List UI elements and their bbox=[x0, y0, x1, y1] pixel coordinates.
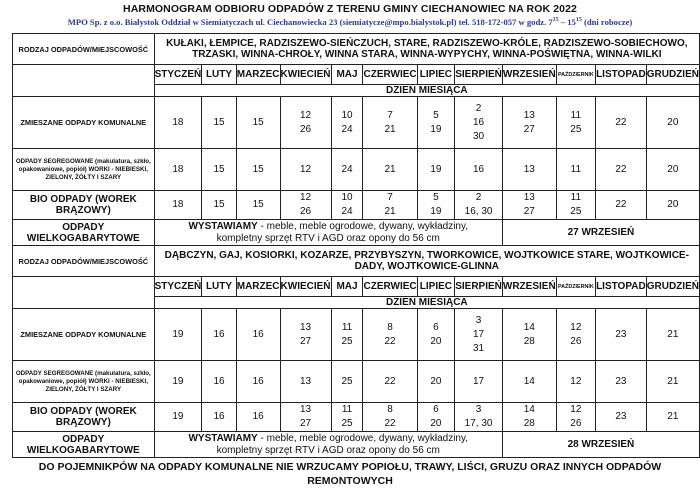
day-cell bbox=[202, 149, 236, 191]
month-header: MAJ bbox=[331, 65, 363, 85]
day-value: 14 bbox=[523, 321, 535, 333]
day-value: 5 bbox=[433, 109, 439, 121]
day-value: 13 bbox=[523, 109, 535, 121]
day-value: 18 bbox=[172, 116, 184, 128]
day-cell bbox=[596, 403, 647, 432]
wystawiamy-label: WYSTAWIAMY bbox=[188, 220, 258, 232]
day-cell bbox=[646, 191, 699, 220]
day-cell bbox=[502, 309, 556, 361]
mixed-waste-row bbox=[13, 97, 700, 149]
day-cell bbox=[236, 403, 280, 432]
day-cell bbox=[556, 149, 595, 191]
day-cell bbox=[417, 361, 455, 403]
day-value: 26 bbox=[570, 335, 582, 347]
day-value: 25 bbox=[341, 335, 353, 347]
day-value: 24 bbox=[341, 163, 353, 175]
bulky-waste-date: 27 WRZESIEŃ bbox=[502, 220, 699, 246]
day-cell bbox=[236, 97, 280, 149]
month-header: KWIECIEŃ bbox=[280, 65, 331, 85]
month-header: LISTOPAD bbox=[596, 65, 647, 85]
day-value: 2 bbox=[475, 102, 482, 114]
day-cell bbox=[154, 361, 202, 403]
day-value: 7 bbox=[387, 192, 393, 203]
day-value: 10 bbox=[341, 109, 353, 121]
day-cell bbox=[331, 191, 363, 220]
day-value: 20 bbox=[667, 199, 679, 210]
day-value: 17 bbox=[472, 375, 485, 387]
day-value: 19 bbox=[430, 123, 442, 135]
schedule-table-2 bbox=[12, 245, 700, 458]
bio-waste-row bbox=[13, 191, 700, 220]
day-value: 25 bbox=[570, 123, 582, 135]
segregated-waste-row-label: ODPADY SEGREGOWANE (makulatura, szkło, opakowaniowe, popiół) WORKI - NIEBIESKI, ZIELONY, ŻÓŁTY I SZARY bbox=[13, 149, 155, 191]
month-header: MARZEC bbox=[236, 65, 280, 85]
day-value: 19 bbox=[172, 411, 184, 422]
day-cell bbox=[417, 191, 455, 220]
day-cell bbox=[280, 191, 331, 220]
day-value: 22 bbox=[384, 418, 396, 429]
bio-waste-row-label: BIO ODPADY (WOREK BRĄZOWY) bbox=[13, 403, 155, 432]
day-value: 27 bbox=[523, 206, 535, 217]
months-row bbox=[13, 277, 700, 297]
day-value: 6 bbox=[433, 321, 439, 333]
day-value: 15 bbox=[213, 199, 225, 210]
day-cell bbox=[502, 149, 556, 191]
day-value: 5 bbox=[433, 192, 439, 203]
day-value: 21 bbox=[667, 375, 679, 387]
bulky-waste-label: ODPADY WIELKOGABARYTOWE bbox=[13, 220, 155, 246]
day-cell bbox=[280, 149, 331, 191]
segregated-waste-row-label: ODPADY SEGREGOWANE (makulatura, szkło, opakowaniowe, popiół) WORKI - NIEBIESKI, ZIELONY, ŻÓŁTY I SZARY bbox=[13, 361, 155, 403]
day-value: 22 bbox=[615, 116, 627, 128]
day-value: 26 bbox=[299, 123, 312, 135]
day-value: 17 bbox=[472, 328, 485, 340]
day-cell bbox=[280, 403, 331, 432]
day-cell bbox=[363, 149, 417, 191]
bulky-waste-description bbox=[154, 432, 502, 458]
mixed-waste-row bbox=[13, 309, 700, 361]
day-value: 25 bbox=[341, 375, 353, 387]
month-header: WRZESIEŃ bbox=[502, 65, 556, 85]
empty-cell bbox=[13, 65, 155, 97]
day-cell bbox=[556, 309, 595, 361]
locations-row bbox=[13, 34, 700, 65]
day-value: 22 bbox=[384, 375, 396, 387]
day-cell bbox=[646, 361, 699, 403]
bulky-waste-date: 28 WRZESIEŃ bbox=[502, 432, 699, 458]
day-value: 20 bbox=[430, 335, 442, 347]
day-cell bbox=[502, 361, 556, 403]
waste-type-header: RODZAJ ODPADÓW/MIEJSCOWOŚĆ bbox=[13, 246, 155, 277]
day-cell bbox=[502, 191, 556, 220]
day-cell bbox=[646, 149, 699, 191]
day-value: 12 bbox=[299, 192, 312, 203]
day-value: 20 bbox=[430, 418, 442, 429]
day-value: 2 bbox=[475, 192, 482, 203]
day-value: 19 bbox=[172, 375, 184, 387]
month-header: STYCZEŃ bbox=[154, 65, 202, 85]
day-value: 20 bbox=[667, 163, 679, 175]
day-cell bbox=[417, 97, 455, 149]
hour-separator: – 15 bbox=[558, 17, 576, 27]
month-header: MARZEC bbox=[236, 277, 280, 297]
empty-cell bbox=[13, 277, 155, 309]
day-value: 23 bbox=[615, 411, 627, 422]
day-value: 21 bbox=[384, 163, 396, 175]
day-value: 27 bbox=[299, 335, 312, 347]
day-value: 25 bbox=[570, 206, 582, 217]
day-value: 21 bbox=[384, 206, 396, 217]
day-value: 16 bbox=[472, 163, 485, 175]
day-cell bbox=[236, 309, 280, 361]
day-cell bbox=[331, 309, 363, 361]
day-cell bbox=[280, 309, 331, 361]
day-value: 15 bbox=[213, 163, 225, 175]
day-value: 24 bbox=[341, 123, 353, 135]
day-value: 16 bbox=[213, 328, 225, 340]
day-value: 11 bbox=[570, 163, 582, 175]
day-value: 22 bbox=[615, 163, 627, 175]
day-value: 15 bbox=[252, 199, 264, 210]
locations-row bbox=[13, 246, 700, 277]
day-value: 30 bbox=[472, 130, 485, 142]
day-value: 7 bbox=[387, 109, 393, 121]
day-cell bbox=[331, 97, 363, 149]
day-value: 16, 30 bbox=[464, 206, 493, 217]
waste-type-header: RODZAJ ODPADÓW/MIEJSCOWOŚĆ bbox=[13, 34, 155, 65]
day-cell bbox=[596, 97, 647, 149]
day-value: 11 bbox=[341, 404, 353, 415]
mixed-waste-row-label: ZMIESZANE ODPADY KOMUNALNE bbox=[13, 309, 155, 361]
month-header: GRUDZIEŃ bbox=[646, 65, 699, 85]
day-cell bbox=[202, 309, 236, 361]
day-cell bbox=[502, 97, 556, 149]
day-cell bbox=[236, 361, 280, 403]
month-header: WRZESIEŃ bbox=[502, 277, 556, 297]
bulky-waste-description bbox=[154, 220, 502, 246]
day-value: 23 bbox=[615, 375, 627, 387]
segregated-waste-row bbox=[13, 149, 700, 191]
day-cell bbox=[154, 309, 202, 361]
day-cell bbox=[363, 361, 417, 403]
day-value: 16 bbox=[252, 375, 264, 387]
bio-waste-row-label: BIO ODPADY (WOREK BRĄZOWY) bbox=[13, 191, 155, 220]
day-of-month-label: DZIEŃ MIESIĄCA bbox=[154, 297, 699, 309]
day-cell bbox=[202, 361, 236, 403]
day-value: 18 bbox=[172, 199, 184, 210]
segregated-waste-row bbox=[13, 361, 700, 403]
day-value: 22 bbox=[615, 199, 627, 210]
day-cell bbox=[363, 191, 417, 220]
day-value: 11 bbox=[341, 321, 353, 333]
day-value: 19 bbox=[172, 328, 184, 340]
day-cell bbox=[455, 361, 503, 403]
day-cell bbox=[154, 97, 202, 149]
hour-start-sup: 15 bbox=[552, 17, 559, 24]
day-cell bbox=[455, 309, 503, 361]
day-value: 21 bbox=[667, 328, 679, 340]
day-cell bbox=[331, 149, 363, 191]
day-cell bbox=[556, 361, 595, 403]
day-cell bbox=[455, 191, 503, 220]
day-cell bbox=[646, 403, 699, 432]
day-cell bbox=[280, 97, 331, 149]
day-cell bbox=[556, 191, 595, 220]
day-value: 18 bbox=[172, 163, 184, 175]
month-header: CZERWIEC bbox=[363, 277, 417, 297]
day-value: 13 bbox=[299, 321, 312, 333]
day-value: 19 bbox=[430, 206, 442, 217]
day-cell bbox=[596, 309, 647, 361]
wystawiamy-label: WYSTAWIAMY bbox=[188, 432, 258, 444]
company-contact bbox=[0, 17, 700, 27]
day-of-month-label: DZIEŃ MIESIĄCA bbox=[154, 85, 699, 97]
day-cell bbox=[646, 97, 699, 149]
month-header: LISTOPAD bbox=[596, 277, 647, 297]
day-cell bbox=[363, 97, 417, 149]
day-value: 3 bbox=[475, 314, 482, 326]
day-value: 12 bbox=[570, 375, 582, 387]
day-value: 26 bbox=[299, 206, 312, 217]
month-header: STYCZEŃ bbox=[154, 277, 202, 297]
day-value: 12 bbox=[570, 321, 582, 333]
day-cell bbox=[556, 403, 595, 432]
day-value: 10 bbox=[341, 192, 353, 203]
month-header: LUTY bbox=[202, 277, 236, 297]
day-cell bbox=[154, 403, 202, 432]
day-cell bbox=[236, 149, 280, 191]
day-cell bbox=[417, 149, 455, 191]
day-cell bbox=[455, 97, 503, 149]
mixed-waste-row-label: ZMIESZANE ODPADY KOMUNALNE bbox=[13, 97, 155, 149]
day-value: 23 bbox=[615, 328, 627, 340]
day-cell bbox=[202, 403, 236, 432]
day-value: 16 bbox=[252, 411, 264, 422]
day-cell bbox=[455, 149, 503, 191]
day-value: 12 bbox=[299, 109, 312, 121]
day-value: 20 bbox=[667, 116, 679, 128]
day-value: 14 bbox=[523, 375, 535, 387]
month-header: GRUDZIEŃ bbox=[646, 277, 699, 297]
month-header: SIERPIEŃ bbox=[455, 277, 503, 297]
day-value: 27 bbox=[299, 418, 312, 429]
day-cell bbox=[202, 97, 236, 149]
day-cell bbox=[236, 191, 280, 220]
locations-list: DĄBCZYN, GAJ, KOSIORKI, KOZARZE, PRZYBYSZYN, TWORKOWICE, WOJTKOWICE STARE, WOJTKOWICE-DADY, WOJTKOWICE-GLINNA bbox=[154, 246, 699, 277]
months-row bbox=[13, 65, 700, 85]
day-value: 8 bbox=[387, 404, 393, 415]
bulky-items-line1: - meble, meble ogrodowe, dywany, wykładziny, bbox=[257, 220, 469, 232]
day-value: 31 bbox=[472, 342, 485, 354]
day-cell bbox=[502, 403, 556, 432]
day-value: 21 bbox=[384, 123, 396, 135]
day-value: 27 bbox=[523, 123, 535, 135]
day-cell bbox=[331, 361, 363, 403]
day-cell bbox=[363, 309, 417, 361]
day-value: 26 bbox=[570, 418, 582, 429]
bulky-waste-row bbox=[13, 220, 700, 246]
day-cell bbox=[417, 403, 455, 432]
month-header: SIERPIEŃ bbox=[455, 65, 503, 85]
day-value: 8 bbox=[387, 321, 393, 333]
month-header: KWIECIEŃ bbox=[280, 277, 331, 297]
day-cell bbox=[154, 191, 202, 220]
day-value: 11 bbox=[570, 192, 582, 203]
month-header: LIPIEC bbox=[417, 65, 455, 85]
day-value: 17, 30 bbox=[464, 418, 493, 429]
month-header: LIPIEC bbox=[417, 277, 455, 297]
day-cell bbox=[331, 403, 363, 432]
bulky-waste-row bbox=[13, 432, 700, 458]
day-cell bbox=[455, 403, 503, 432]
bio-waste-row bbox=[13, 403, 700, 432]
day-cell bbox=[596, 191, 647, 220]
day-cell bbox=[417, 309, 455, 361]
day-value: 19 bbox=[430, 163, 442, 175]
day-cell bbox=[280, 361, 331, 403]
bulky-items-line2: kompletny sprzęt RTV i AGD oraz opony do 56 cm bbox=[216, 232, 440, 244]
day-value: 25 bbox=[341, 418, 353, 429]
day-value: 16 bbox=[213, 375, 225, 387]
day-value: 13 bbox=[299, 404, 312, 415]
day-cell bbox=[646, 309, 699, 361]
day-value: 24 bbox=[341, 206, 353, 217]
month-header: PAŹDZIERNIK bbox=[556, 277, 595, 297]
day-cell bbox=[596, 149, 647, 191]
day-cell bbox=[363, 403, 417, 432]
bulky-items-line1: - meble, meble ogrodowe, dywany, wykładziny, bbox=[257, 432, 469, 444]
day-value: 21 bbox=[667, 411, 679, 422]
day-value: 13 bbox=[523, 163, 535, 175]
day-value: 3 bbox=[475, 404, 482, 415]
day-cell bbox=[556, 97, 595, 149]
day-cell bbox=[596, 361, 647, 403]
day-value: 15 bbox=[252, 116, 264, 128]
locations-list: KUŁAKI, ŁEMPICE, RADZISZEWO-SIEŃCZUCH, STARE, RADZISZEWO-KRÓLE, RADZISZEWO-SOBIECHOWO, TRZASKI, WINNA-CHROŁY, WINNA STARA, WINNA-WYPYCHY, WINNA-POŚWIĘTNA, WINNA-WILKI bbox=[154, 34, 699, 65]
schedule-table-1 bbox=[12, 33, 700, 246]
month-header: PAŹDZIERNIK bbox=[556, 65, 595, 85]
day-cell bbox=[154, 149, 202, 191]
day-value: 16 bbox=[252, 328, 264, 340]
page-title: HARMONOGRAM ODBIORU ODPADÓW Z TERENU GMINY CIECHANOWIEC NA ROK 2022 bbox=[123, 3, 577, 15]
day-value: 15 bbox=[252, 163, 264, 175]
day-value: 20 bbox=[430, 375, 442, 387]
month-header: CZERWIEC bbox=[363, 65, 417, 85]
day-value: 28 bbox=[523, 335, 535, 347]
day-value: 12 bbox=[570, 404, 582, 415]
day-value: 15 bbox=[213, 116, 225, 128]
day-cell bbox=[202, 191, 236, 220]
day-value: 11 bbox=[570, 109, 582, 121]
bulky-items-line2: kompletny sprzęt RTV i AGD oraz opony do 56 cm bbox=[216, 444, 440, 456]
day-value: 28 bbox=[523, 418, 535, 429]
day-value: 16 bbox=[472, 116, 485, 128]
day-value: 16 bbox=[213, 411, 225, 422]
day-value: 6 bbox=[433, 404, 439, 415]
footer-note: DO POJEMNIKPÓW NA ODPADY KOMUNALNE NIE WRZUCAMY POPIOŁU, TRAWY, LIŚCI, GRUZU ORAZ INNYCH ODPADÓW REMONTOWYCH bbox=[38, 461, 662, 487]
day-value: 14 bbox=[523, 404, 535, 415]
day-value: 13 bbox=[299, 375, 312, 387]
month-header: MAJ bbox=[331, 277, 363, 297]
company-text: MPO Sp. z o.o. Białystok Oddział w Siemiatyczach ul. Ciechanowiecka 23 (siemiatycze@mpo.bialystok.pl) tel. 518-172-057 w godz. 7 bbox=[67, 17, 553, 27]
day-value: 22 bbox=[384, 335, 396, 347]
day-value: 12 bbox=[299, 163, 312, 175]
working-days: (dni robocze) bbox=[581, 17, 633, 27]
month-header: LUTY bbox=[202, 65, 236, 85]
bulky-waste-label: ODPADY WIELKOGABARYTOWE bbox=[13, 432, 155, 458]
hour-end-sup: 15 bbox=[575, 17, 582, 24]
day-value: 13 bbox=[523, 192, 535, 203]
